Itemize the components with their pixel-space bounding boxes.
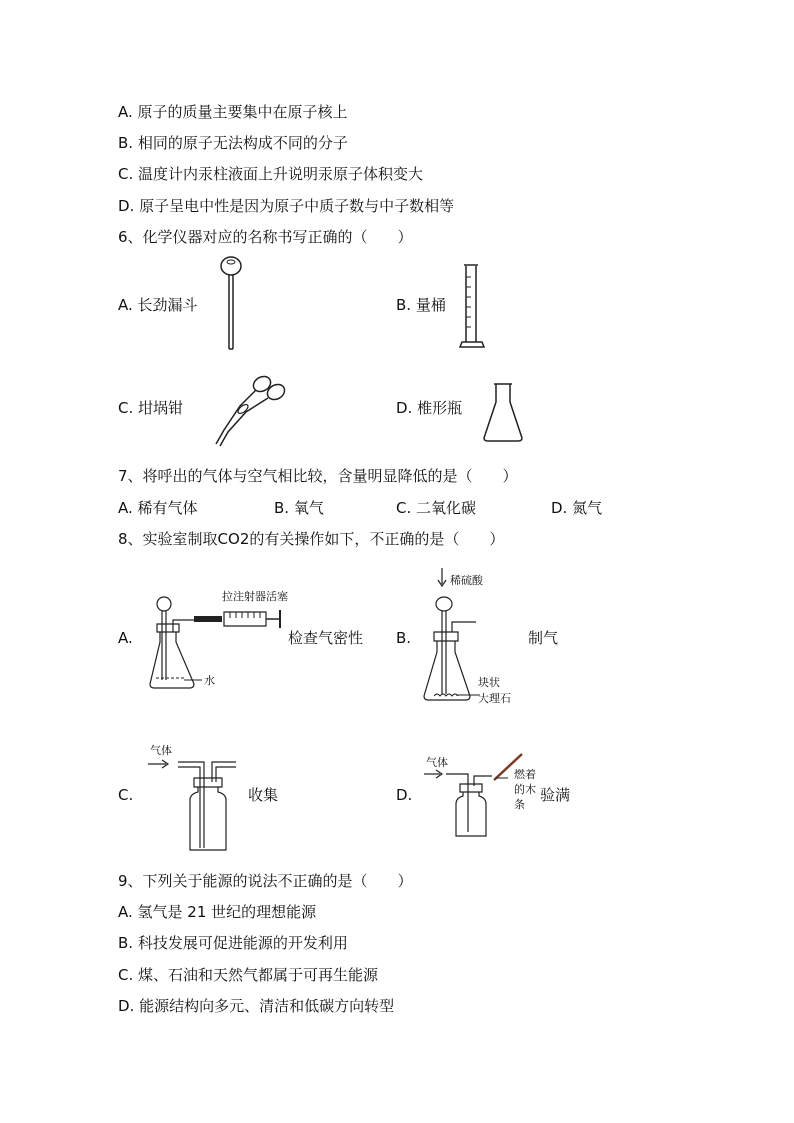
long-neck-funnel-illustration [218,254,248,352]
stick-label-line3: 条 [514,798,525,811]
airtightness-check-apparatus [146,588,291,694]
q8-option-d-caption: 验满 [540,786,571,804]
q7-stem: 7、将呼出的气体与空气相比较，含量明显降低的是（ ） [118,467,518,485]
q9-option-d: D. 能源结构向多元、清洁和低碳方向转型 [118,997,395,1015]
water-label: 水 [204,674,215,687]
q5-option-c: C. 温度计内汞柱液面上升说明汞原子体积变大 [118,165,424,183]
q6-stem: 6、化学仪器对应的名称书写正确的（ ） [118,228,413,246]
q8-option-c-label: C. [118,786,134,804]
q5-option-a: A. 原子的质量主要集中在原子核上 [118,103,348,121]
q9-option-a: A. 氢气是 21 世纪的理想能源 [118,903,317,921]
q7-option-d: D. 氮气 [551,499,603,517]
syringe-label: 拉注射器活塞 [222,590,288,603]
q5-option-b: B. 相同的原子无法构成不同的分子 [118,134,348,152]
crucible-tongs-illustration [210,370,290,448]
q9-stem: 9、下列关于能源的说法不正确的是（ ） [118,872,413,890]
q8-option-d-label: D. [396,786,413,804]
q5-option-d: D. 原子呈电中性是因为原子中质子数与中子数相等 [118,197,455,215]
graduated-cylinder-illustration [458,262,488,350]
solid-label-line2: 大理石 [478,692,511,705]
q8-option-b-label: B. [396,629,412,647]
q8-option-a-caption: 检查气密性 [288,629,364,647]
stick-label-line2: 的木 [514,783,536,796]
q8-option-c-caption: 收集 [248,786,279,804]
q9-option-c: C. 煤、石油和天然气都属于可再生能源 [118,966,379,984]
q6-option-c: C. 坩埚钳 [118,399,184,417]
stick-label-line1: 燃着 [514,768,536,781]
q7-option-b: B. 氧气 [274,499,324,517]
acid-label: 稀硫酸 [450,574,483,587]
q6-option-d: D. 椎形瓶 [396,399,463,417]
gas-collection-apparatus [148,752,244,852]
q7-option-a: A. 稀有气体 [118,499,198,517]
q7-option-c: C. 二氧化碳 [396,499,477,517]
q9-option-b: B. 科技发展可促进能源的开发利用 [118,934,348,952]
gas-label-d: 气体 [426,756,448,769]
q8-option-a-label: A. [118,629,133,647]
conical-flask-illustration [482,380,524,444]
solid-label-line1: 块状 [478,676,500,689]
q6-option-b: B. 量桶 [396,296,446,314]
q8-stem: 8、实验室制取CO2的有关操作如下，不正确的是（ ） [118,530,505,548]
q8-option-b-caption: 制气 [528,629,559,647]
q6-option-a: A. 长劲漏斗 [118,296,198,314]
gas-label-c: 气体 [150,744,172,757]
